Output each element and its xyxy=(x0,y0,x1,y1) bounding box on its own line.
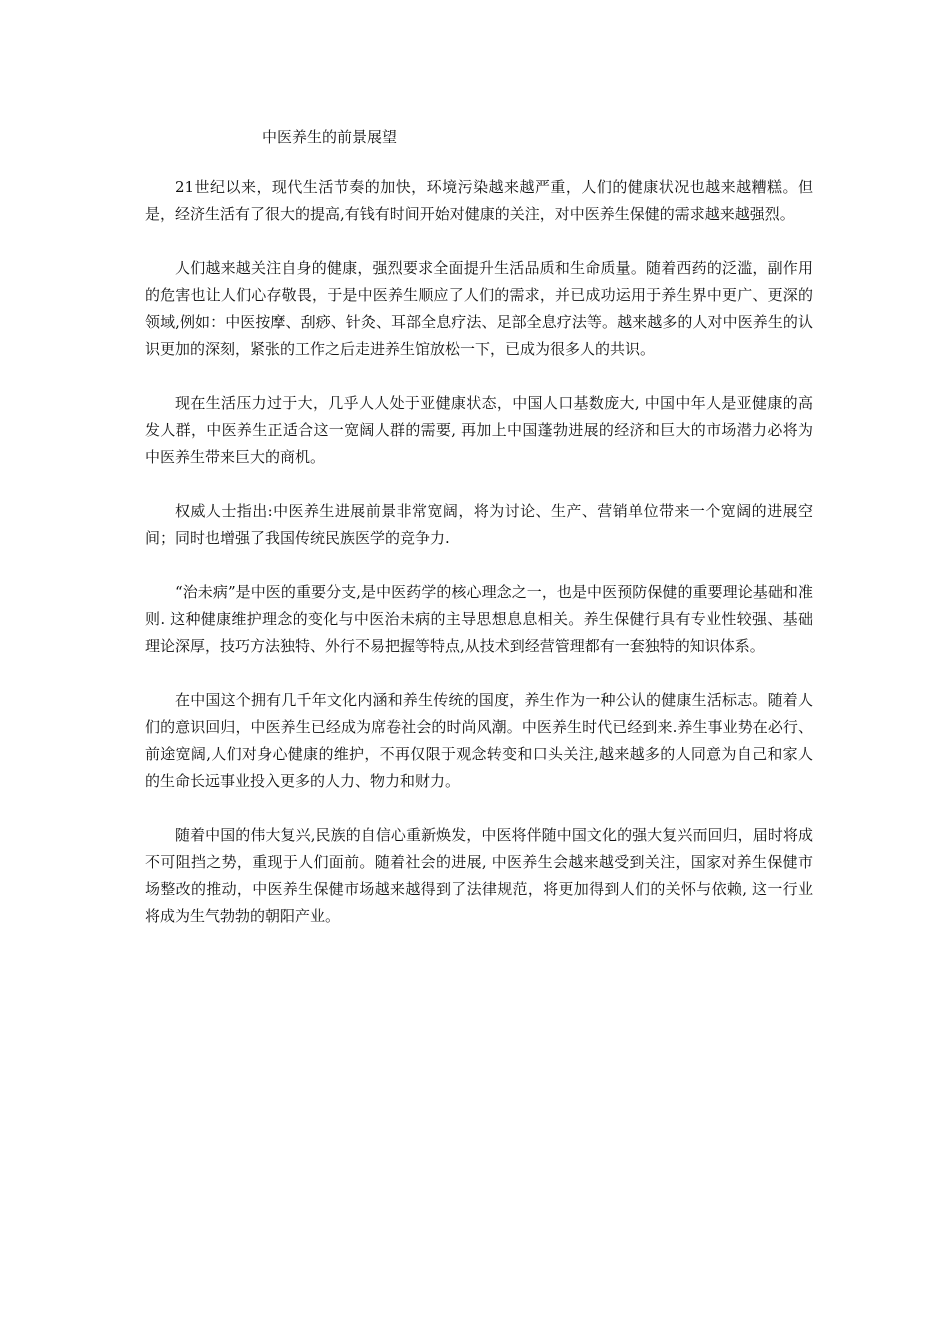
document-title: 中医养生的前景展望 xyxy=(262,128,398,146)
paragraph-5: “治未病”是中医的重要分支,是中医药学的核心理念之一，也是中医预防保健的重要理论基础和准则. 这种健康维护理念的变化与中医治未病的主导思想息息相关。养生保健行具有专业性较强、基础理论深厚，技巧方法独特、外行不易把握等特点,从技术到经营管理都有一套独特的知识体系。 xyxy=(145,583,813,655)
paragraph-3: 现在生活压力过于大，几乎人人处于亚健康状态，中国人口基数庞大, 中国中年人是亚健康的高发人群，中医养生正适合这一宽阔人群的需要, 再加上中国蓬勃进展的经济和巨大的市场潜力必将为中医养生带来巨大的商机。 xyxy=(145,394,813,466)
paragraph-7: 随着中国的伟大复兴,民族的自信心重新焕发，中医将伴随中国文化的强大复兴而回归，届时将成不可阻挡之势，重现于人们面前。随着社会的进展, 中医养生会越来越受到关注，国家对养生保健市场整改的推动，中医养生保健市场越来越得到了法律规范，将更加得到人们的关怀与依赖, 这一行业将成为生气勃勃的朝阳产业。 xyxy=(145,826,813,925)
paragraph-1: 21世纪以来，现代生活节奏的加快，环境污染越来越严重，人们的健康状况也越来越糟糕。但是，经济生活有了很大的提高,有钱有时间开始对健康的关注，对中医养生保健的需求越来越强烈。 xyxy=(145,178,813,223)
paragraph-2: 人们越来越关注自身的健康，强烈要求全面提升生活品质和生命质量。随着西药的泛滥，副作用的危害也让人们心存敬畏，于是中医养生顺应了人们的需求，并已成功运用于养生界中更广、更深的领域,例如：中医按摩、刮痧、针灸、耳部全息疗法、足部全息疗法等。越来越多的人对中医养生的认识更加的深刻，紧张的工作之后走进养生馆放松一下，已成为很多人的共识。 xyxy=(145,259,813,358)
paragraph-4: 权威人士指出:中医养生进展前景非常宽阔，将为讨论、生产、营销单位带来一个宽阔的进展空间；同时也增强了我国传统民族医学的竞争力. xyxy=(145,502,813,547)
document-body xyxy=(145,174,813,930)
paragraph-6: 在中国这个拥有几千年文化内涵和养生传统的国度，养生作为一种公认的健康生活标志。随着人们的意识回归，中医养生已经成为席卷社会的时尚风潮。中医养生时代已经到来.养生事业势在必行、前途宽阔,人们对身心健康的维护，不再仅限于观念转变和口头关注,越来越多的人同意为自己和家人的生命长远事业投入更多的人力、物力和财力。 xyxy=(145,691,813,790)
